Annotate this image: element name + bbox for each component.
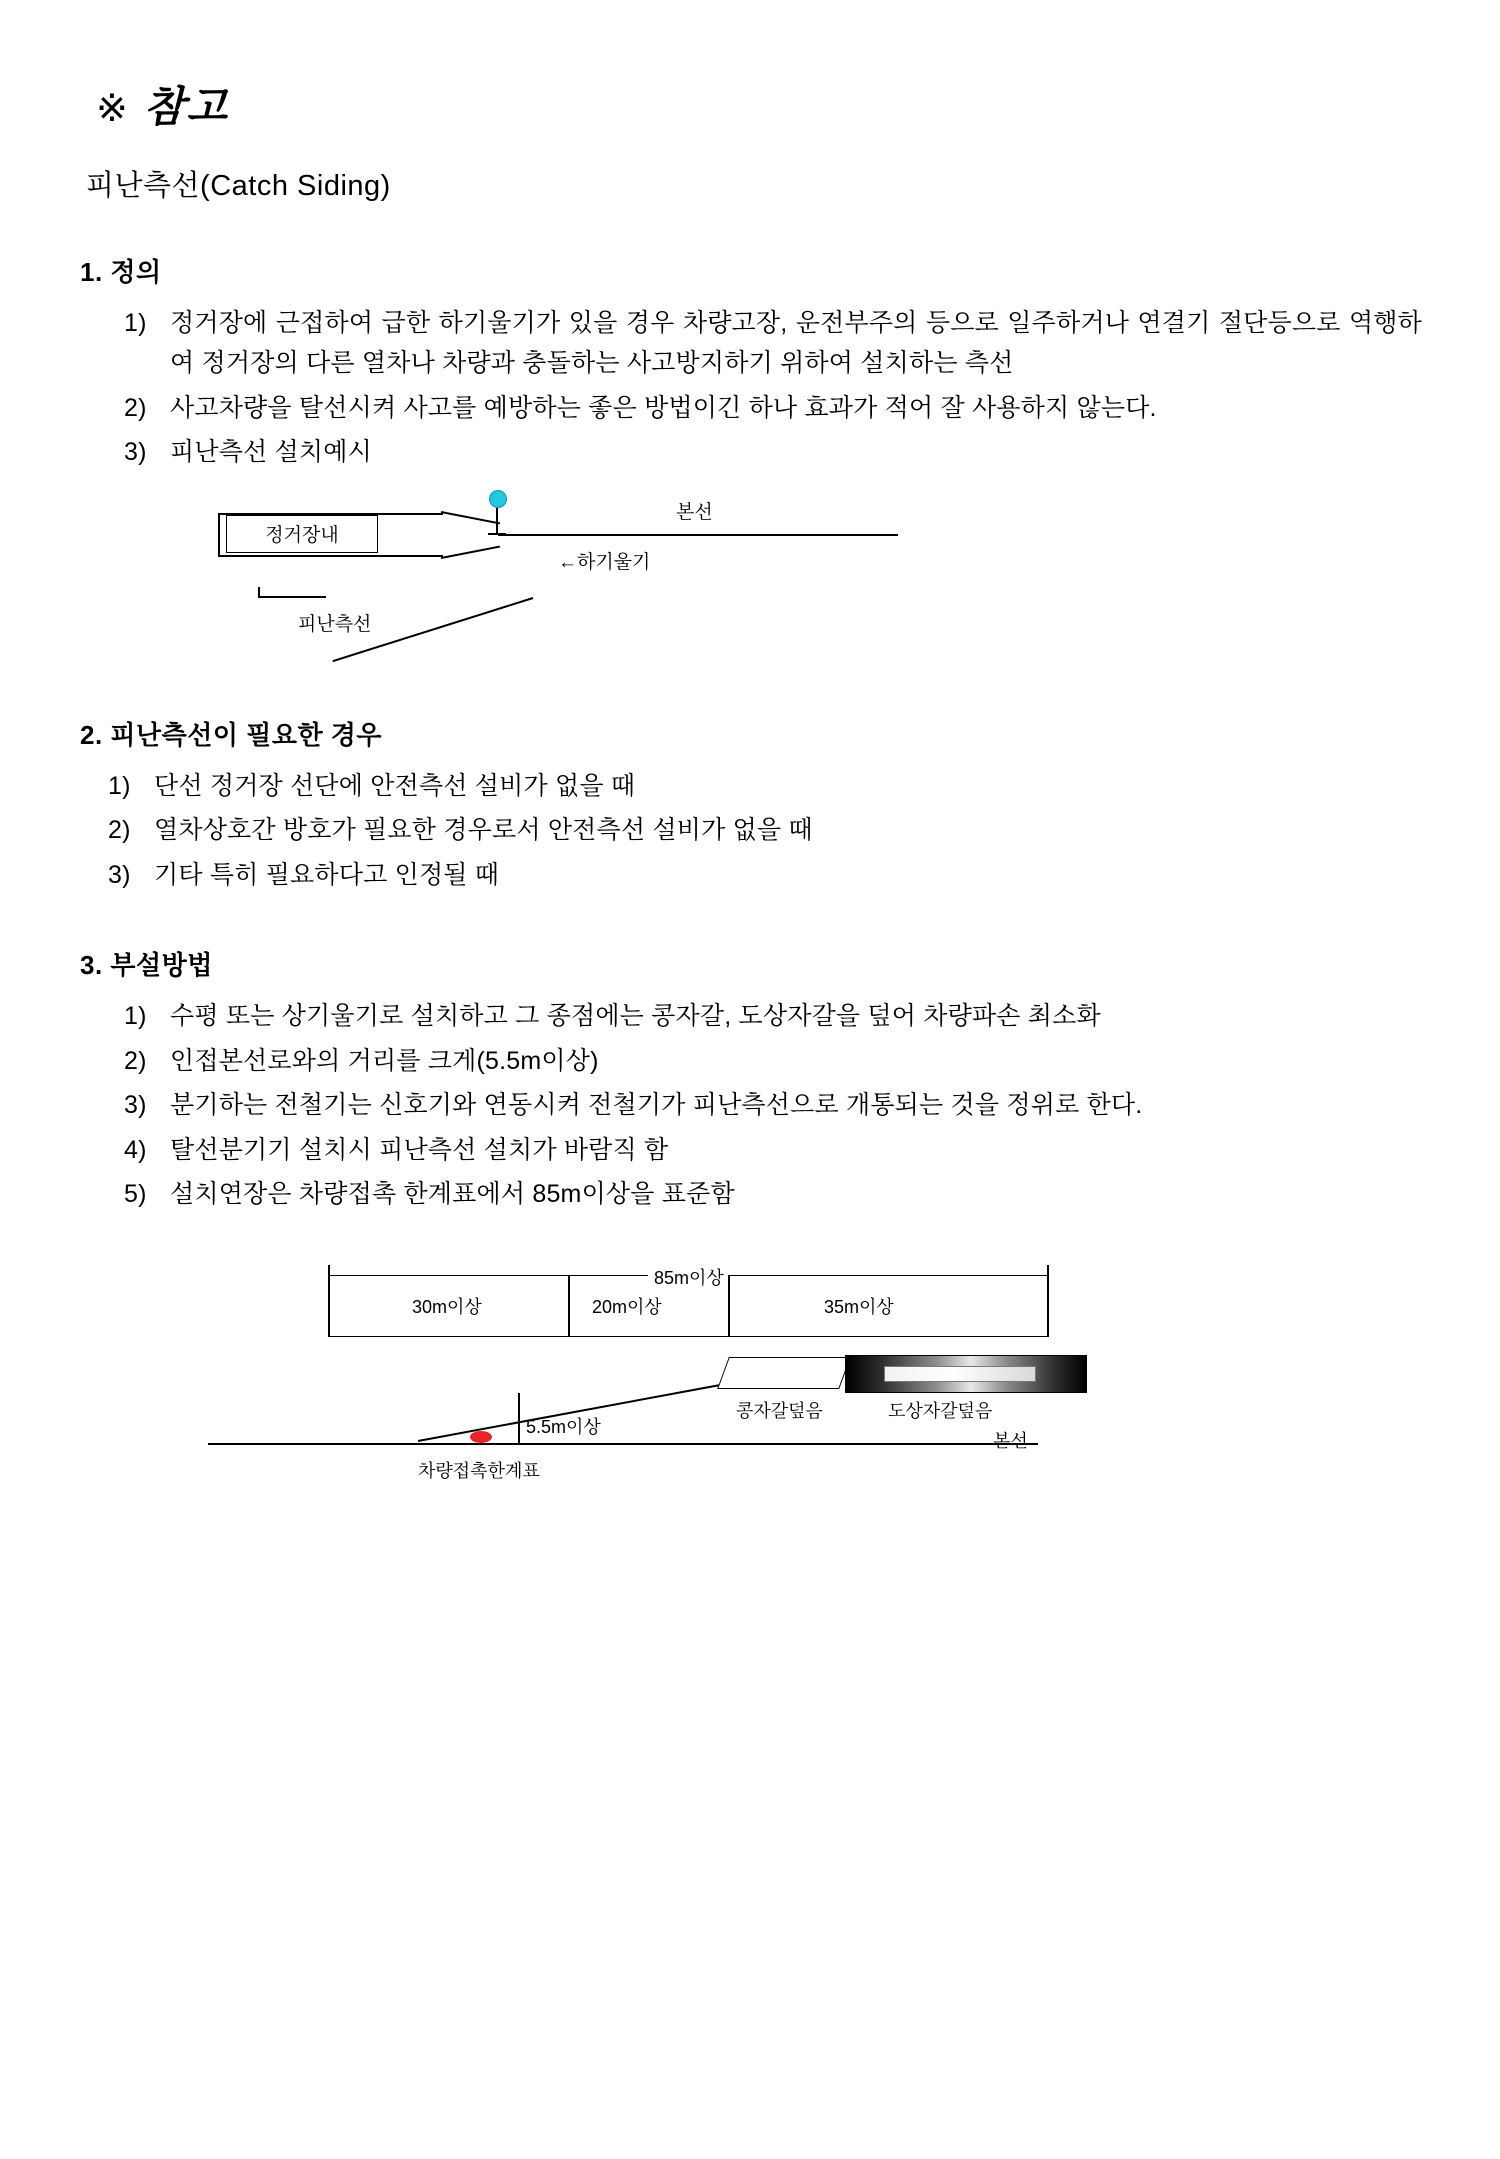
- list-marker: 3): [124, 438, 147, 467]
- catch-siding-end-cap: [258, 587, 260, 598]
- label-total-length: 85m이상: [648, 1264, 730, 1290]
- label-catch-siding: 피난측선: [298, 613, 372, 635]
- label-down-grade: ←하기울기: [558, 551, 651, 573]
- signal-lamp-icon: [489, 490, 507, 508]
- section-title-text: 정의: [110, 256, 162, 287]
- list-text: 정거장에 근접하여 급한 하기울기가 있을 경우 차량고장, 운전부주의 등으로 일주하거나 연결기 절단등으로 역행하여 정거장의 다른 열차나 차량과 충돌하는 사고방지하기 위하여 설치하는 측선: [170, 308, 1422, 378]
- main-line-track: [498, 534, 898, 536]
- reference-mark-icon: ※: [96, 88, 130, 130]
- signal-base: [488, 533, 506, 535]
- list-text: 수평 또는 상기울기로 설치하고 그 종점에는 콩자갈, 도상자갈을 덮어 차량파손 최소화: [170, 1002, 1101, 1031]
- list-text: 기타 특히 필요하다고 인정될 때: [154, 860, 500, 889]
- page-title-text: 참고: [143, 83, 229, 130]
- subdim-divider-0: [328, 1275, 330, 1337]
- list-item: [124, 303, 1422, 384]
- section-when-needed: [78, 715, 1422, 896]
- station-outline-left: [218, 513, 220, 557]
- pea-gravel-section: [717, 1357, 851, 1389]
- section-installation-method: [78, 945, 1422, 1495]
- label-main-line: 본선: [993, 1430, 1028, 1451]
- station-arrow-upper: [441, 511, 500, 524]
- section-heading: [80, 715, 1422, 752]
- list-text: 탈선분기기 설치시 피난측선 설치가 바람직 함: [170, 1135, 669, 1164]
- label-dim-35m: 35m이상: [818, 1293, 900, 1319]
- list-marker: 3): [108, 860, 131, 889]
- list-text: 인접본선로와의 거리를 크게(5.5m이상): [170, 1046, 599, 1075]
- list-item: [124, 1041, 1422, 1082]
- section-heading: [80, 945, 1422, 982]
- label-clearance: 5.5m이상: [526, 1416, 601, 1437]
- list-marker: 1): [108, 771, 131, 800]
- station-outline-bottom: [218, 555, 443, 557]
- label-dim-20m: 20m이상: [586, 1293, 668, 1319]
- label-pea-gravel: 콩자갈덮음: [736, 1400, 823, 1421]
- section-number: 3.: [80, 950, 103, 981]
- list-item: [124, 432, 1422, 473]
- ballast-inner-highlight: [884, 1366, 1036, 1382]
- label-main-line: 본선: [676, 501, 713, 523]
- list-definition: [124, 303, 1422, 473]
- subdim-divider-3: [1047, 1275, 1049, 1337]
- section-title-text: 피난측선이 필요한 경우: [110, 719, 383, 750]
- list-text: 사고차량을 탈선시켜 사고를 예방하는 좋은 방법이긴 하나 효과가 적어 잘 사용하지 않는다.: [170, 393, 1157, 422]
- list-marker: 1): [124, 1002, 147, 1031]
- section-number: 1.: [80, 256, 103, 287]
- list-text: 피난측선 설치예시: [170, 438, 372, 467]
- label-clearance-post: 차량접촉한계표: [418, 1460, 540, 1481]
- list-text: 설치연장은 차량접촉 한계표에서 85m이상을 표준함: [170, 1180, 735, 1209]
- clearance-post-marker-icon: [470, 1431, 492, 1443]
- section-definition: [78, 252, 1422, 681]
- list-text: 단선 정거장 선단에 안전측선 설비가 없을 때: [154, 771, 636, 800]
- clearance-dimension-line: [518, 1393, 520, 1445]
- station-box: 정거장내: [226, 515, 378, 553]
- figure-catch-siding-dimensions: [318, 1245, 1098, 1495]
- list-text: 열차상호간 방호가 필요한 경우로서 안전측선 설비가 없을 때: [154, 816, 813, 845]
- list-marker: 2): [108, 816, 131, 845]
- section-number: 2.: [80, 719, 103, 750]
- list-item: [124, 1174, 1422, 1215]
- label-ballast: 도상자갈덮음: [888, 1400, 993, 1421]
- subdim-baseline: [328, 1336, 1048, 1338]
- list-marker: 2): [124, 393, 147, 422]
- section-heading: [80, 252, 1422, 289]
- list-when-needed: [108, 766, 1422, 896]
- page-title: [96, 82, 1422, 133]
- list-text: 분기하는 전철기는 신호기와 연동시켜 전철기가 피난측선으로 개통되는 것을 정위로 한다.: [170, 1091, 1143, 1120]
- ballast-section: [845, 1355, 1087, 1393]
- list-item: [124, 996, 1422, 1037]
- list-item: [108, 810, 1422, 851]
- catch-siding-track-straight: [258, 596, 326, 598]
- list-installation-method: [124, 996, 1422, 1215]
- list-item: [124, 1085, 1422, 1126]
- list-marker: 1): [124, 308, 147, 337]
- subdim-divider-2: [728, 1275, 730, 1337]
- list-marker: 4): [124, 1135, 147, 1164]
- station-arrow-lower: [441, 545, 500, 558]
- section-title-text: 부설방법: [110, 950, 213, 981]
- main-line-track: [208, 1443, 1038, 1445]
- list-marker: 3): [124, 1091, 147, 1120]
- list-item: [124, 388, 1422, 429]
- list-item: [108, 766, 1422, 807]
- list-marker: 2): [124, 1046, 147, 1075]
- label-dim-30m: 30m이상: [406, 1293, 488, 1319]
- list-item: [108, 855, 1422, 896]
- figure-catch-siding-example: [158, 491, 1058, 681]
- page-subtitle: 피난측선(Catch Siding): [86, 169, 391, 202]
- list-item: [124, 1130, 1422, 1171]
- subdim-divider-1: [568, 1275, 570, 1337]
- list-marker: 5): [124, 1180, 147, 1209]
